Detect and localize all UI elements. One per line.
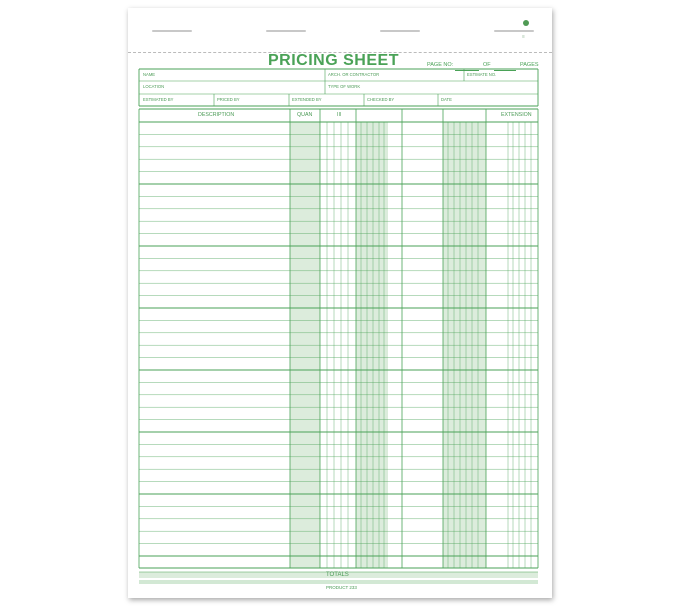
priced-by-label: PRICED BY	[217, 97, 240, 102]
description-column-header: DESCRIPTION	[198, 112, 235, 118]
totals-label: TOTALS	[326, 572, 349, 578]
form-title: PRICING SHEET	[268, 52, 399, 69]
pages-label: PAGES	[520, 62, 539, 68]
page-no-label: PAGE NO:	[427, 62, 454, 68]
arch-contractor-label: ARCH. OR CONTRACTOR	[328, 72, 380, 77]
extended-by-label: EXTENDED BY	[292, 97, 322, 102]
extension-column-header: EXTENSION	[501, 112, 532, 118]
checked-by-label: CHECKED BY	[367, 97, 395, 102]
estimated-by-label: ESTIMATED BY	[143, 97, 174, 102]
date-label: DATE	[441, 97, 452, 102]
ghost-mark: ≡	[522, 34, 525, 40]
pricing-sheet-form	[128, 8, 552, 598]
quan-column-header: QUAN	[297, 112, 313, 118]
of-label: OF	[483, 62, 491, 68]
type-of-work-label: TYPE OF WORK	[328, 84, 361, 89]
form-grid	[128, 8, 552, 598]
name-label: NAME	[143, 72, 156, 77]
product-code: PRODUCT 233	[326, 585, 357, 590]
location-label: LOCATION	[143, 84, 165, 89]
unit-column-header: III	[337, 112, 342, 118]
estimate-no-label: ESTIMATE NO.	[467, 72, 497, 77]
